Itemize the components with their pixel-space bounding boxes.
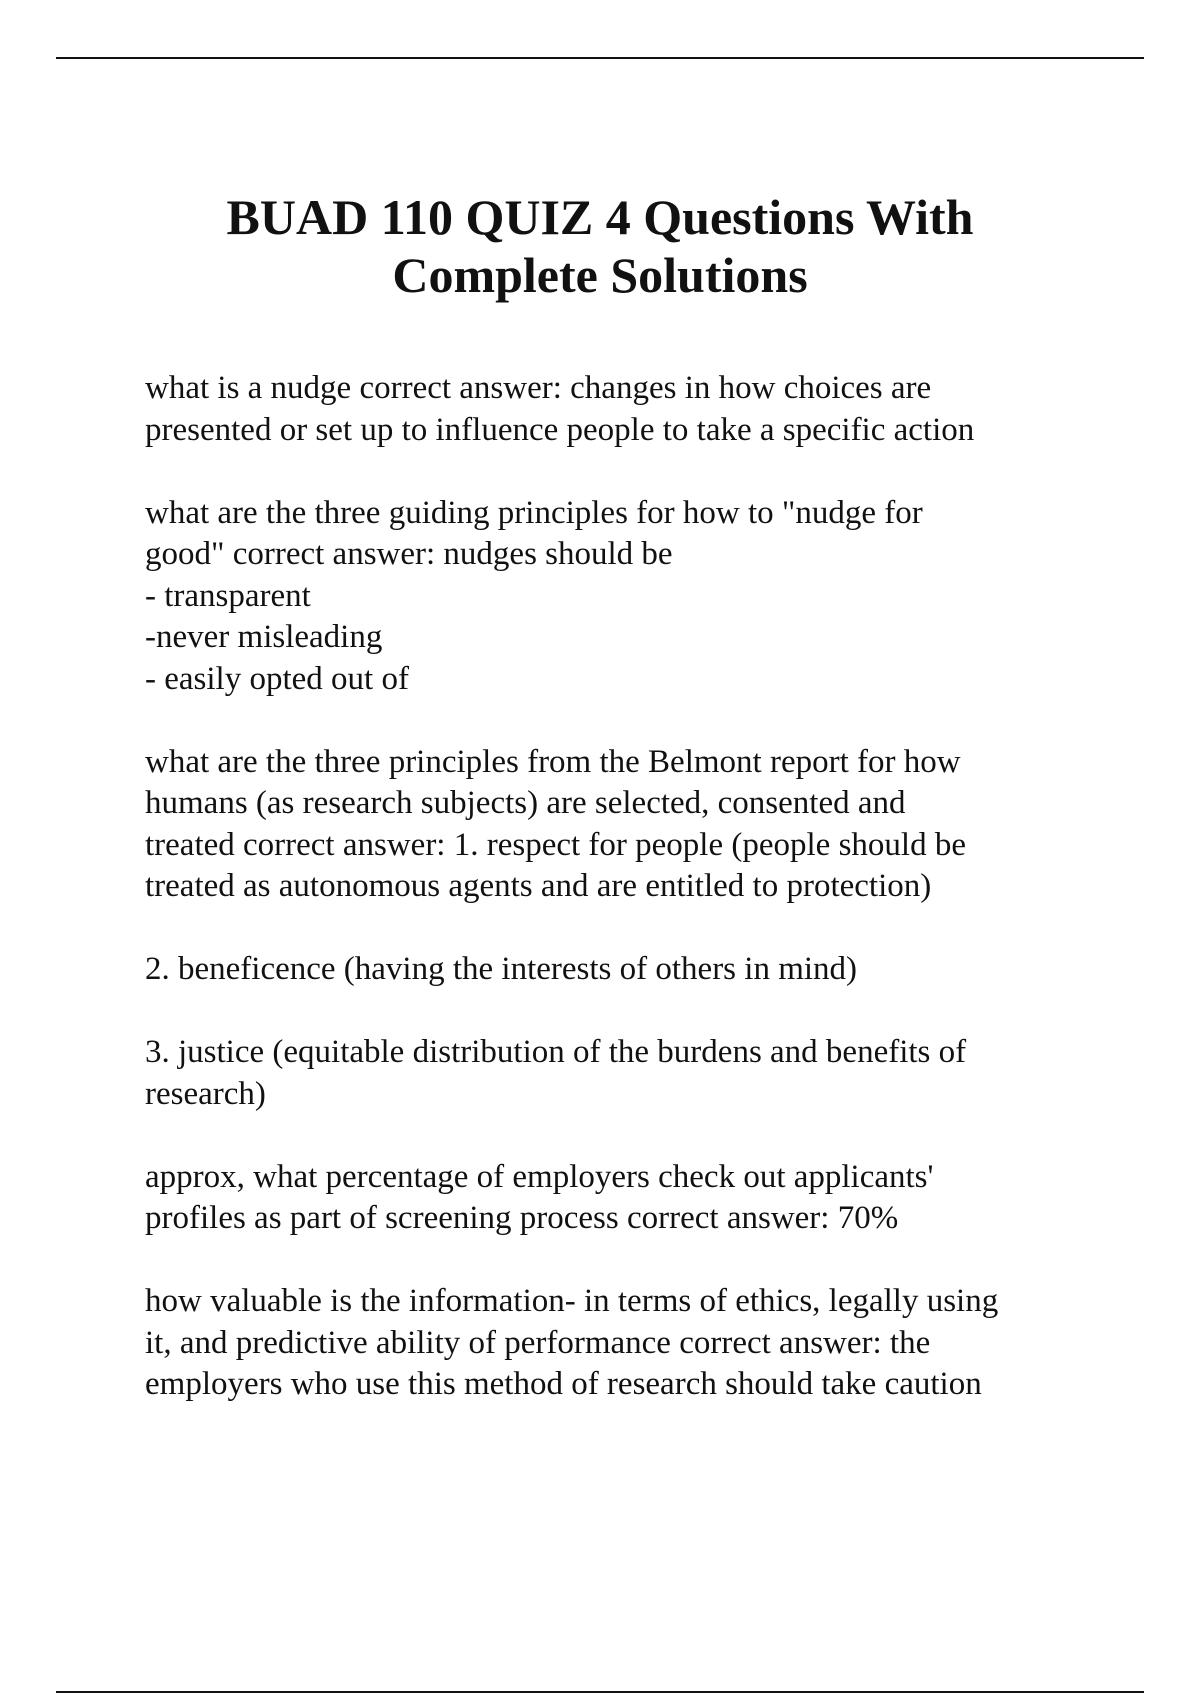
qa-paragraph-nudge-for-good xyxy=(145,493,1145,701)
text-line: employers who use this method of research should take caution xyxy=(145,1366,982,1402)
text-line: what are the three guiding principles for how to "nudge for xyxy=(145,494,923,531)
text-line: good" correct answer: nudges should be xyxy=(145,536,673,572)
qa-paragraph-justice xyxy=(145,1032,1145,1115)
title-line-1: BUAD 110 QUIZ 4 Questions With xyxy=(226,189,974,245)
text-line: it, and predictive ability of performance correct answer: the xyxy=(145,1324,931,1361)
text-line: treated as autonomous agents and are entitled to protection) xyxy=(145,868,932,904)
text-line: research) xyxy=(145,1075,266,1112)
qa-content xyxy=(145,368,1145,1447)
text-line: what are the three principles from the Belmont report for how xyxy=(145,743,961,780)
bottom-divider xyxy=(56,1691,1144,1693)
qa-paragraph-beneficence xyxy=(145,949,1145,991)
top-divider xyxy=(56,57,1144,59)
text-line: humans (as research subjects) are selected, consented and xyxy=(145,785,906,821)
text-line: approx, what percentage of employers check out applicants' xyxy=(145,1158,934,1195)
qa-paragraph-nudge xyxy=(145,368,1145,451)
text-line: - easily opted out of xyxy=(145,660,409,697)
qa-paragraph-information-value xyxy=(145,1281,1145,1406)
text-line: profiles as part of screening process correct answer: 70% xyxy=(145,1200,899,1236)
text-line: -never misleading xyxy=(145,619,383,655)
qa-paragraph-employer-screening xyxy=(145,1157,1145,1240)
text-line: 2. beneficence (having the interests of others in mind) xyxy=(145,951,858,987)
qa-paragraph-belmont xyxy=(145,742,1145,908)
text-line: 3. justice (equitable distribution of the burdens and benefits of xyxy=(145,1034,967,1070)
text-line: how valuable is the information- in terms of ethics, legally using xyxy=(145,1283,999,1319)
text-line: presented or set up to influence people to take a specific action xyxy=(145,411,975,448)
text-line: what is a nudge correct answer: changes in how choices are xyxy=(145,370,932,406)
document-title xyxy=(120,188,1080,304)
text-line: - transparent xyxy=(145,577,311,614)
text-line: treated correct answer: 1. respect for people (people should be xyxy=(145,826,966,863)
title-line-2: Complete Solutions xyxy=(392,247,808,303)
